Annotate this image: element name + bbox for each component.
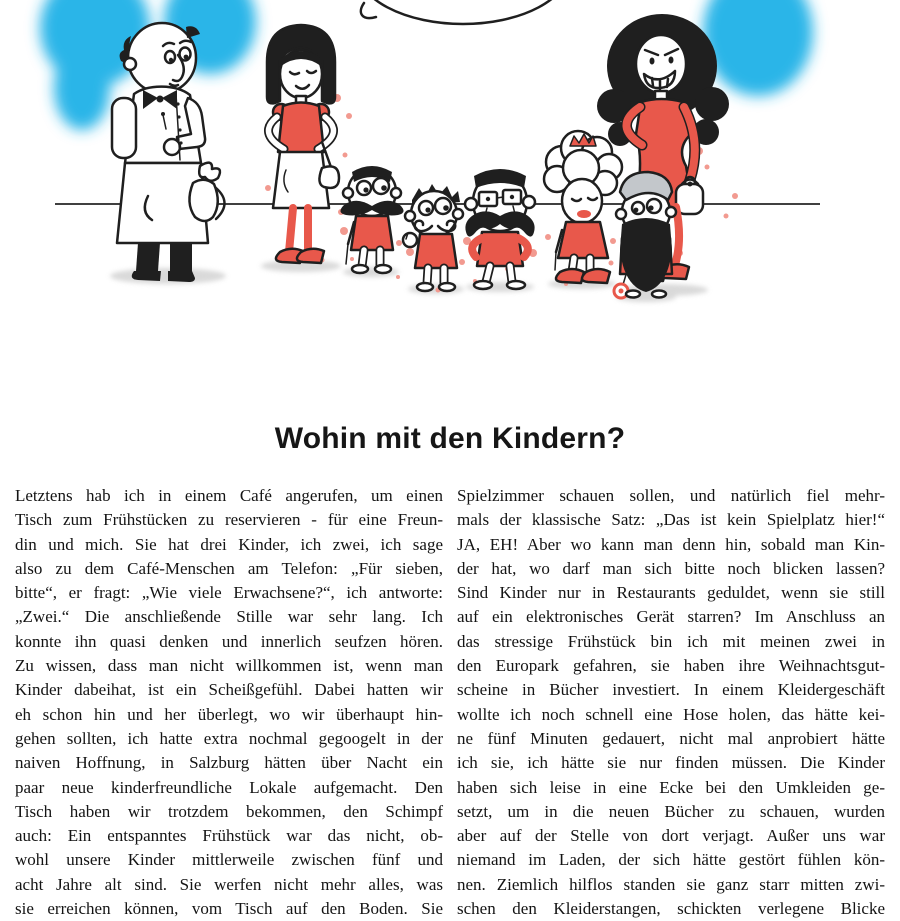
text-line: scheine in Bücher investiert. In einem Kleidergeschäft [457, 680, 885, 700]
mustache-boy-figure [340, 166, 403, 273]
text-line: schen den Kleiderstangen, schickten verlegene Blicke [457, 899, 885, 919]
article-title: Wohin mit den Kindern? [274, 422, 626, 455]
article-body [15, 484, 885, 921]
text-line: niemand im Laden, der sich hätte gestört fühlen kön- [457, 850, 885, 870]
text-line: JA, EH! Aber wo kann man denn hin, sobald man Kin- [457, 534, 885, 554]
text-line: auch: Ein entspanntes Frühstück war das nicht, ob- [15, 826, 443, 846]
text-line: gehen sollten, ich hatte extra nochmal gegoogelt in der [15, 728, 443, 748]
text-line: wollte ich noch schnell eine Hose holen, das hätte kei- [457, 704, 885, 724]
text-line: aber auf der Stelle von dort verjagt. Außer uns war [457, 826, 885, 846]
text-line: naiven Hoffnung, in Salzburg hätten über Nacht ein [15, 753, 443, 773]
cloud-hair-girl-figure [544, 131, 622, 283]
text-line: acht Jahre alt sind. Sie werfen nicht mehr alles, was [15, 874, 443, 894]
text-line: das stressige Frühstück bin ich mit meinen zwei in [457, 631, 885, 651]
text-line: auf ein elektronisches Gerät starren? Im Anschluss an [457, 607, 885, 627]
text-line: Tisch haben wir trotzdem bekommen, den Schimpf [15, 801, 443, 821]
text-line: setzt, um in die neuen Bücher zu schauen, wurden [457, 801, 885, 821]
right-column [457, 484, 885, 921]
text-line: Zu wissen, dass man nicht willkommen ist, wenn man [15, 656, 443, 676]
cartoon-illustration [0, 0, 900, 300]
text-line: nen. Ziemlich hilflos standen sie ganz starr mitten zwi- [457, 874, 885, 894]
text-line: Spielzimmer schauen sollen, und natürlich fiel mehr- [457, 486, 885, 505]
text-line: Sind Kinder nur in Restaurants geduldet, wenn sie still [457, 583, 885, 603]
text-line: der hat, wo darf man sich bitte noch blicken lassen? [457, 558, 885, 578]
text-line: konnte ihn quasi denken und innerlich seufzen hören. [15, 631, 443, 651]
text-line: Tisch zum Frühstücken zu reservieren - für eine Freun- [15, 510, 443, 530]
text-line: din und mich. Sie hat drei Kinder, ich zwei, ich sage [15, 534, 443, 554]
text-line: paar neue kinderfreundliche Lokale aufgemacht. Den [15, 777, 443, 797]
text-line: haben sich leise in eine Ecke bei den Umkleiden ge- [457, 777, 885, 797]
text-line: mals der klassische Satz: „Das ist kein Spielplatz hier!“ [457, 510, 885, 530]
text-line: „Zwei.“ Die anschließende Stille war sehr lang. Ich [15, 607, 443, 627]
text-line: Kinder dabeihat, ist ein Scheißgefühl. Dabei hatten wir [15, 680, 443, 700]
text-line: den Europark gefahren, sie haben ihre Weihnachtsgut- [457, 656, 885, 676]
glasses-mustache-boy-figure [465, 169, 535, 289]
text-line: ne fünf Minuten gedauert, nicht mal anprobiert hätte [457, 728, 885, 748]
text-line: ich sie, ich hätte sie nur finden müssen. Die Kinder [457, 753, 885, 773]
mother-bob-figure [267, 25, 339, 263]
curly-mustache-boy-figure [403, 184, 463, 291]
text-line: sie erreichen können, vom Tisch auf den Boden. Sie [15, 899, 443, 919]
left-column [15, 484, 443, 921]
speech-bubble [356, 0, 570, 24]
text-line: bitte“, er fragt: „Wie viele Erwachsene?“, ich antworte: [15, 583, 443, 603]
text-line: Letztens hab ich in einem Café angerufen, um einen [15, 486, 443, 505]
text-line: also zu dem Café-Menschen am Telefon: „Für sieben, [15, 558, 443, 578]
text-line: wohl unsere Kinder mittlerweile zwischen fünf und [15, 850, 443, 870]
text-line: eh schon hin und her überlegt, wo wir überhaupt hin- [15, 704, 443, 724]
